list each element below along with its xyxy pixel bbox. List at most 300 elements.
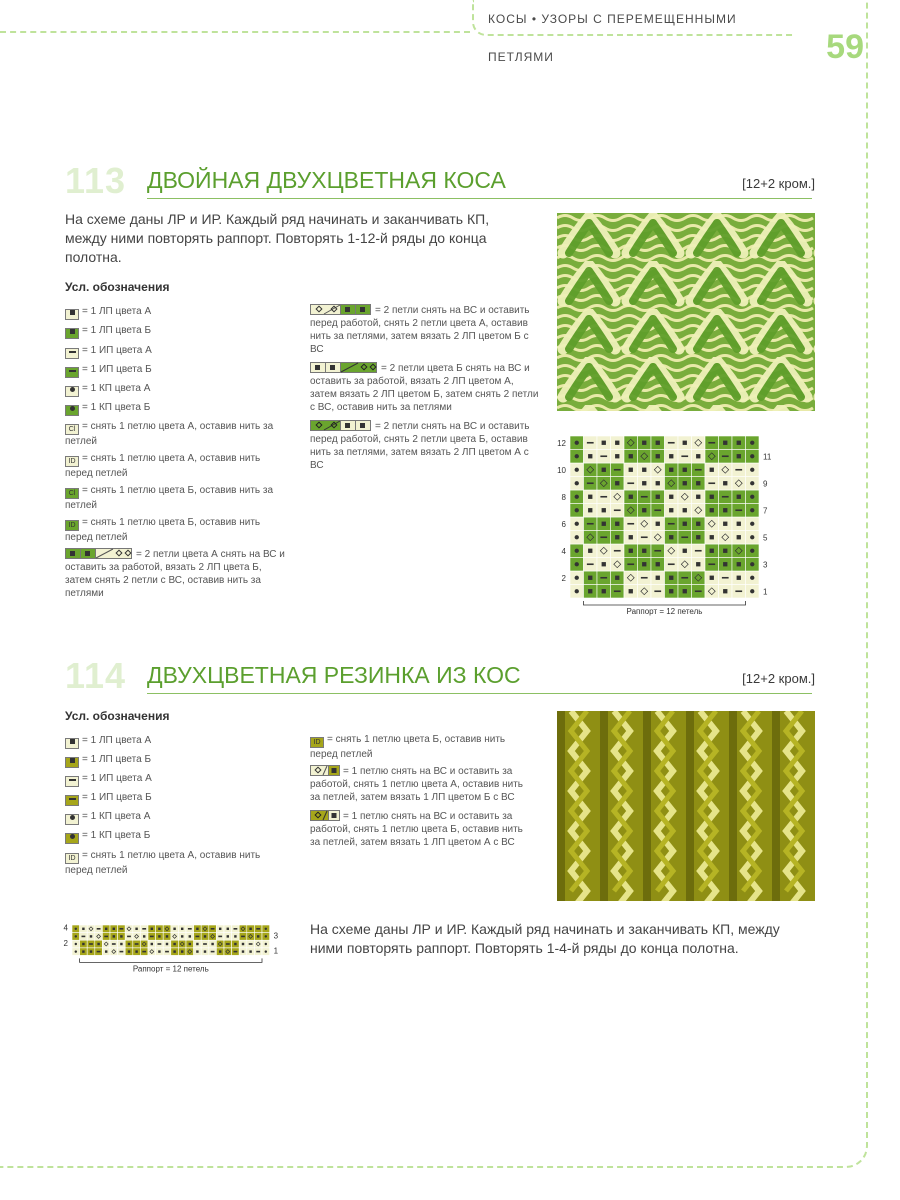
chart-row-label-right: 7 <box>763 506 768 516</box>
knit-stitch-mark <box>151 943 153 945</box>
knit-stitch-mark <box>615 576 619 580</box>
legend-113-slip-a-front: ID = снять 1 петлю цвета А, оставив нить перед петлей <box>65 453 261 479</box>
purl-stitch-mark <box>735 509 742 511</box>
knit-stitch-mark <box>227 935 229 937</box>
knit-stitch-mark <box>710 535 714 539</box>
purl-stitch-mark <box>722 496 729 498</box>
purl-stitch-mark <box>627 482 634 484</box>
knit-stitch-mark <box>158 928 160 930</box>
knit-stitch-mark <box>602 589 606 593</box>
knit-stitch-mark <box>737 441 741 445</box>
purl-b-symbol-icon <box>65 367 79 378</box>
knit-stitch-mark <box>158 935 160 937</box>
chart-row-label-left: 4 <box>63 923 68 933</box>
knit-stitch-mark <box>181 928 183 930</box>
edge-stitch-mark <box>575 508 579 512</box>
slip-a-front-symbol-icon: ID <box>65 456 79 467</box>
knit-stitch-mark <box>602 508 606 512</box>
knit-stitch-mark <box>710 508 714 512</box>
knit-stitch-mark <box>656 481 660 485</box>
knit-stitch-mark <box>656 454 660 458</box>
purl-stitch-mark <box>708 482 715 484</box>
purl-stitch-mark <box>188 928 192 930</box>
knit-stitch-mark <box>234 935 236 937</box>
edge-stitch-mark <box>750 522 754 526</box>
chart-row-label-left: 8 <box>561 493 566 503</box>
purl-stitch-mark <box>681 536 688 538</box>
chart-row-label-right: 11 <box>763 452 772 462</box>
chart-114-svg <box>60 922 285 984</box>
knit-stitch-mark <box>588 495 592 499</box>
edge-a-symbol-icon <box>65 386 79 397</box>
purl-stitch-mark <box>614 469 621 471</box>
edge-stitch-mark <box>75 935 77 937</box>
chart-row-label-left: 2 <box>561 574 566 584</box>
knit-stitch-mark <box>710 468 714 472</box>
header-rule <box>0 31 470 33</box>
chart-cell <box>692 436 706 450</box>
knit-stitch-mark <box>219 928 221 930</box>
chart-cell <box>719 531 733 545</box>
page-number: 59 <box>826 28 864 66</box>
chart-row-label-right: 3 <box>273 931 279 941</box>
purl-stitch-mark <box>203 943 207 945</box>
edge-stitch-mark <box>575 589 579 593</box>
chart-cell <box>719 463 733 477</box>
section-114-chart <box>60 922 285 989</box>
knit-stitch-mark <box>204 950 206 952</box>
knit-b-symbol-icon <box>65 757 79 768</box>
knit-stitch-mark <box>629 468 633 472</box>
knit-stitch-mark <box>710 495 714 499</box>
purl-stitch-mark <box>722 455 729 457</box>
knit-stitch-mark <box>166 943 168 945</box>
chart-cell <box>171 933 179 941</box>
purl-stitch-mark <box>708 563 715 565</box>
chart-cell <box>254 940 262 948</box>
knit-stitch-mark <box>642 549 646 553</box>
knit-a-symbol-icon <box>65 309 79 320</box>
knit-stitch-mark <box>669 589 673 593</box>
edge-a-symbol-icon <box>65 814 79 825</box>
purl-stitch-mark <box>82 936 86 938</box>
legend-114-cable-2: = 1 петлю снять на ВС и оставить за работой, снять 1 петлю цвета Б, оставив нить за петлей, затем вязать 1 ЛП цветом А с ВС <box>310 811 523 848</box>
purl-stitch-mark <box>142 951 146 953</box>
knit-stitch-mark <box>656 441 660 445</box>
running-head: КОСЫ • УЗОРЫ С ПЕРЕМЕЩЕННЫМИ ПЕТЛЯМИ <box>472 0 794 36</box>
knit-stitch-mark <box>189 935 191 937</box>
knit-stitch-mark <box>588 576 592 580</box>
knit-stitch-mark <box>196 943 198 945</box>
purl-stitch-mark <box>600 577 607 579</box>
knit-stitch-mark <box>737 576 741 580</box>
knit-stitch-mark <box>696 535 700 539</box>
legend-114-cable-1: = 1 петлю снять на ВС и оставить за работой, снять 1 петлю цвета А, оставив нить за петлей, затем вязать 1 ЛП цветом Б с ВС <box>310 766 523 803</box>
chart-cell <box>611 490 625 504</box>
knit-stitch-mark <box>128 943 130 945</box>
legend-113-edge-a: = 1 КП цвета А <box>65 382 290 397</box>
knit-stitch-mark <box>669 576 673 580</box>
edge-stitch-mark <box>750 535 754 539</box>
knit-stitch-mark <box>588 454 592 458</box>
section-114-rule <box>147 693 812 694</box>
knit-stitch-mark <box>602 468 606 472</box>
cable-symbol-icon <box>310 304 372 315</box>
chart-row-label-left: 10 <box>557 466 566 476</box>
knit-stitch-mark <box>173 950 175 952</box>
legend-113-cable-3: = 2 петли цвета Б снять на ВС и оставить за работой, вязать 2 ЛП цветом А, затем вязать 2 ЛП цветом Б, затем снять 2 петли с ВС, оставив нить за петлями <box>310 363 539 413</box>
chart-cell <box>651 463 665 477</box>
purl-stitch-mark <box>135 943 139 945</box>
chart-cell <box>692 504 706 518</box>
chart-cell <box>216 940 224 948</box>
knit-stitch-mark <box>683 481 687 485</box>
purl-stitch-mark <box>196 936 200 938</box>
knit-stitch-mark <box>629 535 633 539</box>
purl-stitch-mark <box>695 550 702 552</box>
chart-cell <box>148 948 156 956</box>
chart-cell <box>624 504 638 518</box>
chart-cell <box>133 933 141 941</box>
chart-cell <box>638 450 652 464</box>
knit-stitch-mark <box>696 495 700 499</box>
edge-stitch-mark <box>750 495 754 499</box>
knit-stitch-mark <box>97 943 99 945</box>
knit-stitch-mark <box>151 928 153 930</box>
purl-stitch-mark <box>158 943 162 945</box>
purl-stitch-mark <box>142 928 146 930</box>
knit-stitch-mark <box>656 576 660 580</box>
section-114-legend-title: Усл. обозначения <box>65 709 170 723</box>
section-113-repeat: [12+2 кром.] <box>742 176 815 191</box>
legend-113-edge-b: = 1 КП цвета Б <box>65 401 290 416</box>
chart-cell <box>597 544 611 558</box>
knit-stitch-mark <box>113 935 115 937</box>
knit-stitch-mark <box>90 935 92 937</box>
purl-a-symbol-icon <box>65 348 79 359</box>
chart-cell <box>597 477 611 491</box>
knit-stitch-mark <box>723 481 727 485</box>
knit-stitch-mark <box>710 549 714 553</box>
cable-symbol-icon <box>310 362 378 373</box>
section-113-photo <box>557 213 815 411</box>
purl-stitch-mark <box>97 951 101 953</box>
edge-stitch-mark <box>265 928 267 930</box>
cable-symbol-icon <box>65 548 133 559</box>
chart-cell <box>638 585 652 599</box>
knit-stitch-mark <box>120 943 122 945</box>
legend-113-purl-a: = 1 ИП цвета А <box>65 344 290 359</box>
knit-stitch-mark <box>588 508 592 512</box>
purl-stitch-mark <box>120 928 124 930</box>
chart-cell <box>624 571 638 585</box>
legend-113-slip-b-back: Cl = снять 1 петлю цвета Б, оставив нить за петлей <box>65 485 274 511</box>
purl-stitch-mark <box>241 936 245 938</box>
knit-stitch-mark <box>82 950 84 952</box>
edge-stitch-mark <box>575 495 579 499</box>
knit-stitch-mark <box>669 468 673 472</box>
knit-stitch-mark <box>143 935 145 937</box>
knit-stitch-mark <box>669 535 673 539</box>
purl-stitch-mark <box>735 469 742 471</box>
knit-stitch-mark <box>135 928 137 930</box>
chart-cell <box>705 585 719 599</box>
purl-stitch-mark <box>234 951 238 953</box>
edge-stitch-mark <box>575 562 579 566</box>
knit-stitch-mark <box>227 928 229 930</box>
knit-stitch-mark <box>219 950 221 952</box>
purl-stitch-mark <box>256 928 260 930</box>
knit-stitch-mark <box>588 549 592 553</box>
knit-stitch-mark <box>173 928 175 930</box>
knit-stitch-mark <box>196 928 198 930</box>
chart-row-label-right: 1 <box>763 587 768 597</box>
purl-stitch-mark <box>234 928 238 930</box>
chart-cell <box>705 517 719 531</box>
knit-stitch-mark <box>158 950 160 952</box>
chart-cell <box>209 933 217 941</box>
purl-b-symbol-icon <box>65 795 79 806</box>
purl-stitch-mark <box>695 590 702 592</box>
knit-stitch-mark <box>113 928 115 930</box>
purl-stitch-mark <box>735 590 742 592</box>
chart-cell <box>705 450 719 464</box>
chart-cell <box>140 940 148 948</box>
chart-cell <box>178 940 186 948</box>
knit-stitch-mark <box>737 454 741 458</box>
chart-row-label-left: 6 <box>561 520 566 530</box>
section-114-repeat: [12+2 кром.] <box>742 671 815 686</box>
edge-stitch-mark <box>750 562 754 566</box>
knit-stitch-mark <box>173 943 175 945</box>
chart-cell <box>87 925 95 933</box>
chart-row-label-right: 1 <box>273 946 279 956</box>
legend-113-slip-a-back: Cl = снять 1 петлю цвета А, оставив нить за петлей <box>65 421 274 447</box>
chart-cell <box>678 490 692 504</box>
chart-cell <box>201 925 209 933</box>
purl-stitch-mark <box>127 936 131 938</box>
legend-114-knit-a: = 1 ЛП цвета А <box>65 734 290 749</box>
purl-stitch-mark <box>587 482 594 484</box>
knit-stitch-mark <box>234 943 236 945</box>
edge-stitch-mark <box>265 950 267 952</box>
chart-cell <box>651 531 665 545</box>
section-113-header <box>65 160 815 200</box>
legend-113-knit-a: = 1 ЛП цвета А <box>65 305 290 320</box>
knit-stitch-mark <box>656 562 660 566</box>
knit-stitch-mark <box>588 589 592 593</box>
knit-stitch-mark <box>656 495 660 499</box>
edge-stitch-mark <box>575 481 579 485</box>
edge-stitch-mark <box>750 508 754 512</box>
knit-stitch-mark <box>615 454 619 458</box>
legend-113-cable-2: = 2 петли снять на ВС и оставить перед работой, снять 2 петли цвета А, оставив нить за петлями, затем вязать 2 ЛП цветом Б с ВС <box>310 305 530 355</box>
slip-b-front-symbol-icon: ID <box>65 520 79 531</box>
purl-stitch-mark <box>97 928 101 930</box>
chart-cell <box>224 948 232 956</box>
knit-stitch-mark <box>642 481 646 485</box>
knit-stitch-mark <box>723 522 727 526</box>
chart-cell <box>247 933 255 941</box>
knit-stitch-mark <box>696 522 700 526</box>
slip-a-front-symbol-icon: ID <box>65 853 79 864</box>
knit-stitch-mark <box>737 522 741 526</box>
knit-stitch-mark <box>249 928 251 930</box>
repeat-label: Раппорт = 12 петель <box>626 607 703 616</box>
knit-sample-113-image <box>557 213 815 411</box>
knit-stitch-mark <box>105 928 107 930</box>
purl-stitch-mark <box>654 509 661 511</box>
knit-stitch-mark <box>602 441 606 445</box>
knit-stitch-mark <box>181 950 183 952</box>
knit-b-symbol-icon <box>65 328 79 339</box>
knit-stitch-mark <box>696 481 700 485</box>
knit-stitch-mark <box>615 441 619 445</box>
legend-114-purl-a: = 1 ИП цвета А <box>65 772 290 787</box>
knit-stitch-mark <box>642 508 646 512</box>
edge-stitch-mark <box>575 454 579 458</box>
knit-stitch-mark <box>723 441 727 445</box>
legend-113-cable-4: = 2 петли снять на ВС и оставить перед работой, снять 2 петли цвета Б, оставив нить за петлями, затем вязать 2 ЛП цветом А с ВС <box>310 421 530 471</box>
knit-stitch-mark <box>710 576 714 580</box>
knit-stitch-mark <box>642 441 646 445</box>
section-113-title: ДВОЙНАЯ ДВУХЦВЕТНАЯ КОСА <box>147 167 506 193</box>
knit-stitch-mark <box>629 549 633 553</box>
knit-stitch-mark <box>242 950 244 952</box>
section-114-intro: На схеме даны ЛР и ИР. Каждый ряд начинать и заканчивать КП, между ними повторять раппорт. Повторять 1-4-й ряды до конца полотна. <box>310 921 780 956</box>
chart-cell <box>665 477 679 491</box>
cable-symbol-icon <box>310 810 340 821</box>
purl-stitch-mark <box>668 563 675 565</box>
edge-stitch-mark <box>75 928 77 930</box>
knit-stitch-mark <box>135 950 137 952</box>
chart-row-label-left: 4 <box>561 547 566 557</box>
purl-stitch-mark <box>708 442 715 444</box>
chart-cell <box>665 544 679 558</box>
legend-114-knit-b: = 1 ЛП цвета Б <box>65 753 290 768</box>
knit-stitch-mark <box>105 950 107 952</box>
edge-stitch-mark <box>575 535 579 539</box>
knit-stitch-mark <box>90 950 92 952</box>
chart-row-label-right: 3 <box>763 560 768 570</box>
slip-b-front-symbol-icon: ID <box>310 737 324 748</box>
section-114-header <box>65 655 815 695</box>
purl-stitch-mark <box>627 523 634 525</box>
chart-cell <box>611 558 625 572</box>
knit-stitch-mark <box>211 943 213 945</box>
knit-stitch-mark <box>669 495 673 499</box>
chart-cell <box>163 925 171 933</box>
legend-114-purl-b: = 1 ИП цвета Б <box>65 791 290 806</box>
knit-stitch-mark <box>723 562 727 566</box>
knit-stitch-mark <box>737 495 741 499</box>
knit-stitch-mark <box>723 549 727 553</box>
purl-stitch-mark <box>587 442 594 444</box>
chart-cell <box>102 940 110 948</box>
chart-row-label-left: 2 <box>63 938 68 948</box>
slip-b-back-symbol-icon: Cl <box>65 488 79 499</box>
purl-stitch-mark <box>681 455 688 457</box>
purl-stitch-mark <box>587 563 594 565</box>
purl-stitch-mark <box>600 455 607 457</box>
purl-stitch-mark <box>211 951 215 953</box>
legend-114-edge-b: = 1 КП цвета Б <box>65 829 290 844</box>
section-113-legend-title: Усл. обозначения <box>65 280 170 294</box>
knit-stitch-mark <box>683 508 687 512</box>
chart-cell <box>584 531 598 545</box>
edge-stitch-mark <box>575 441 579 445</box>
knit-stitch-mark <box>257 935 259 937</box>
chart-cell <box>95 933 103 941</box>
purl-stitch-mark <box>226 943 230 945</box>
knit-stitch-mark <box>82 943 84 945</box>
legend-113-cable-1: = 2 петли цвета А снять на ВС и оставить за работой, вязать 2 ЛП цвета Б, затем снять 2 петли с ВС, оставив нить за петлями <box>65 549 285 599</box>
knit-stitch-mark <box>128 950 130 952</box>
chart-113-svg <box>550 432 780 616</box>
chart-cell <box>732 544 746 558</box>
knit-stitch-mark <box>683 549 687 553</box>
edge-stitch-mark <box>575 468 579 472</box>
knit-stitch-mark <box>683 441 687 445</box>
legend-114-slip-b-front: ID = снять 1 петлю цвета Б, оставив нить перед петлей <box>310 734 506 760</box>
chart-cell <box>239 925 247 933</box>
purl-stitch-mark <box>211 928 215 930</box>
purl-stitch-mark <box>600 536 607 538</box>
knit-stitch-mark <box>181 935 183 937</box>
knit-stitch-mark <box>120 935 122 937</box>
legend-114-slip-a-front: ID = снять 1 петлю цвета А, оставив нить перед петлей <box>65 850 261 876</box>
purl-stitch-mark <box>654 550 661 552</box>
purl-stitch-mark <box>112 943 116 945</box>
edge-stitch-mark <box>750 441 754 445</box>
chart-cell <box>638 517 652 531</box>
purl-stitch-mark <box>641 536 648 538</box>
purl-stitch-mark <box>654 590 661 592</box>
section-113-intro: На схеме даны ЛР и ИР. Каждый ряд начинать и заканчивать КП, между ними повторять раппорт. Повторять 1-12-й ряды до конца полотна. <box>65 211 490 265</box>
edge-stitch-mark <box>265 935 267 937</box>
legend-113-knit-b: = 1 ЛП цвета Б <box>65 324 290 339</box>
knit-stitch-mark <box>683 522 687 526</box>
purl-stitch-mark <box>614 590 621 592</box>
chart-cell <box>624 436 638 450</box>
knit-stitch-mark <box>82 928 84 930</box>
knit-stitch-mark <box>737 535 741 539</box>
legend-113-slip-b-front: ID = снять 1 петлю цвета Б, оставив нить перед петлей <box>65 517 261 543</box>
section-113-chart <box>550 432 780 616</box>
edge-stitch-mark <box>750 468 754 472</box>
chart-cell <box>110 948 118 956</box>
knit-stitch-mark <box>683 589 687 593</box>
knit-stitch-mark <box>615 481 619 485</box>
knit-stitch-mark <box>629 589 633 593</box>
knit-stitch-mark <box>683 468 687 472</box>
cable-symbol-icon <box>310 420 372 431</box>
purl-stitch-mark <box>104 936 108 938</box>
edge-stitch-mark <box>575 576 579 580</box>
knit-stitch-mark <box>656 522 660 526</box>
edge-stitch-mark <box>265 943 267 945</box>
repeat-label: Раппорт = 12 петель <box>132 964 209 974</box>
knit-a-symbol-icon <box>65 738 79 749</box>
purl-stitch-mark <box>600 496 607 498</box>
chart-row-label-left: 12 <box>557 439 566 449</box>
section-113-rule <box>147 198 812 199</box>
purl-stitch-mark <box>150 936 154 938</box>
chart-cell <box>692 571 706 585</box>
edge-stitch-mark <box>75 943 77 945</box>
legend-113-purl-b: = 1 ИП цвета Б <box>65 363 290 378</box>
chart-row-label-right: 9 <box>763 479 768 489</box>
